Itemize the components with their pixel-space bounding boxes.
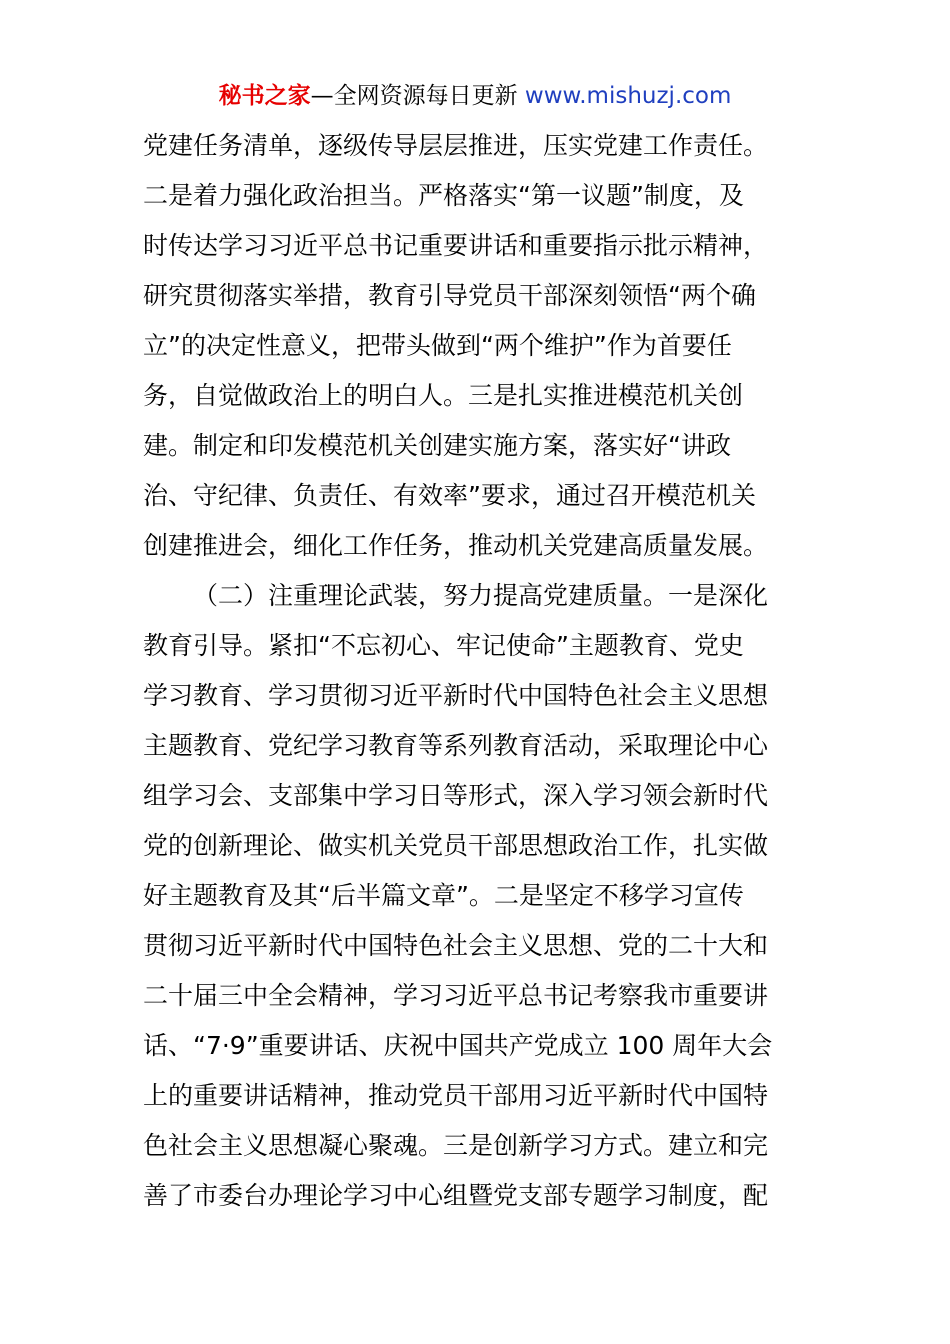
text-line: 贯彻习近平新时代中国特色社会主义思想、党的二十大和 xyxy=(143,931,769,960)
text-line: 二十届三中全会精神，学习习近平总书记考察我市重要讲 xyxy=(143,981,769,1010)
text-line: 主题教育、党纪学习教育等系列教育活动，采取理论中心 xyxy=(143,731,769,760)
text-line: 话、“7·9”重要讲话、庆祝中国共产党成立 100 周年大会 xyxy=(143,1031,773,1060)
site-tagline: —全网资源每日更新 xyxy=(310,83,525,109)
text-line: 二是着力强化政治担当。严格落实“第一议题”制度，及 xyxy=(143,181,744,210)
text-line: 色社会主义思想凝心聚魂。三是创新学习方式。建立和完 xyxy=(143,1131,769,1160)
text-line: 建。制定和印发模范机关创建实施方案，落实好“讲政 xyxy=(143,431,731,460)
text-line: 教育引导。紧扣“不忘初心、牢记使命”主题教育、党史 xyxy=(143,631,744,660)
text-line: 治、守纪律、负责任、有效率”要求，通过召开模范机关 xyxy=(143,481,756,510)
text-line: 好主题教育及其“后半篇文章”。二是坚定不移学习宣传 xyxy=(143,881,744,910)
site-url: www.mishuzj.com xyxy=(524,83,732,109)
page-header xyxy=(0,80,950,112)
text-line: 党建任务清单，逐级传导层层推进，压实党建工作责任。 xyxy=(143,131,769,160)
text-line: 党的创新理论、做实机关党员干部思想政治工作，扎实做 xyxy=(143,831,769,860)
text-line: 时传达学习习近平总书记重要讲话和重要指示批示精神， xyxy=(143,231,769,260)
document-body xyxy=(143,121,813,1221)
text-line: 立”的决定性意义，把带头做到“两个维护”作为首要任 xyxy=(143,331,732,360)
text-line: 善了市委台办理论学习中心组暨党支部专题学习制度，配 xyxy=(143,1181,769,1210)
section-heading-line: （二）注重理论武装，努力提高党建质量。一是深化 xyxy=(193,581,769,610)
text-line: 务，自觉做政治上的明白人。三是扎实推进模范机关创 xyxy=(143,381,744,410)
text-line: 创建推进会，细化工作任务，推动机关党建高质量发展。 xyxy=(143,531,769,560)
text-line: 上的重要讲话精神，推动党员干部用习近平新时代中国特 xyxy=(143,1081,769,1110)
text-line: 研究贯彻落实举措，教育引导党员干部深刻领悟“两个确 xyxy=(143,281,756,310)
text-line: 学习教育、学习贯彻习近平新时代中国特色社会主义思想 xyxy=(143,681,769,710)
text-line: 组学习会、支部集中学习日等形式，深入学习领会新时代 xyxy=(143,781,769,810)
site-brand: 秘书之家 xyxy=(218,83,311,109)
